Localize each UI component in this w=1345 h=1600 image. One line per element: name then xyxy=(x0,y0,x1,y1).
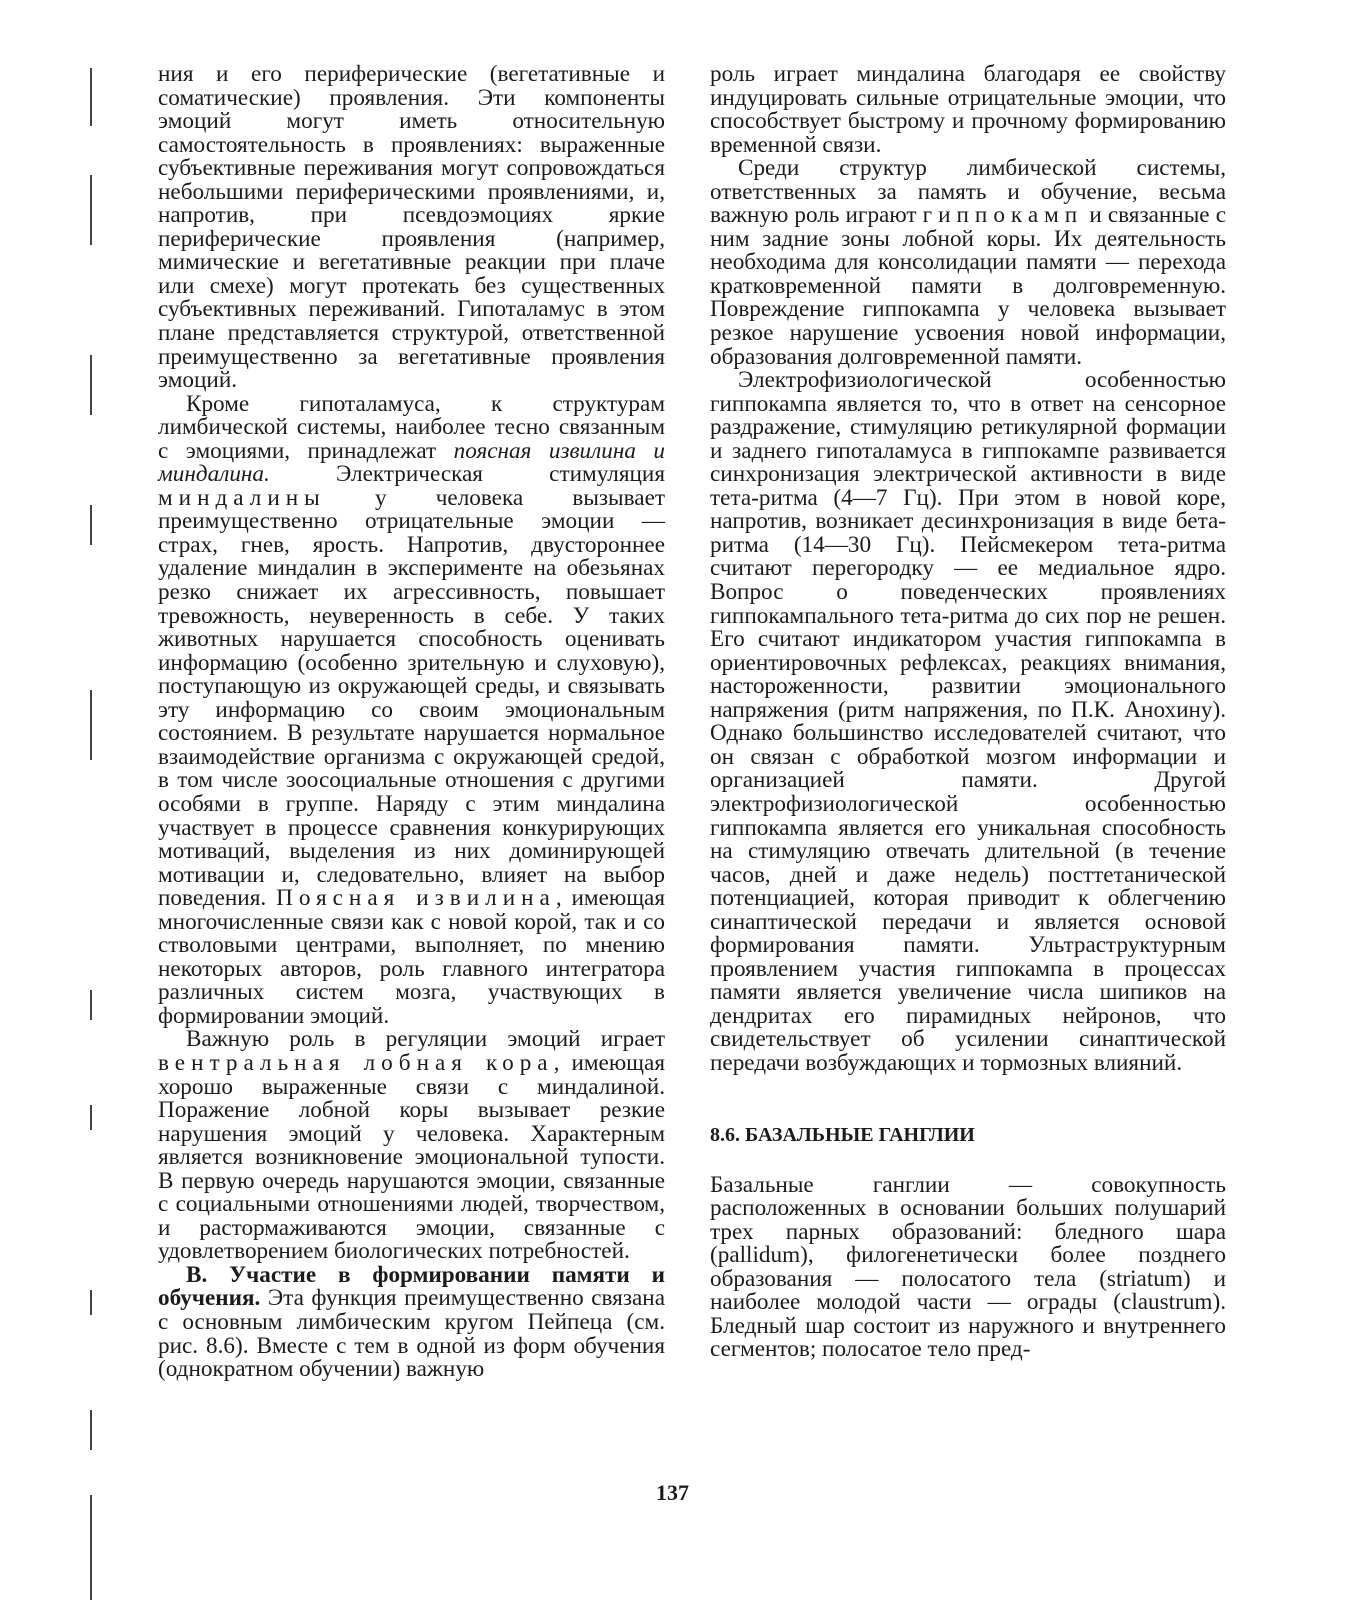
text-run: , имеющая многочисленные связи как с новой корой, так и со стволовыми центрами, выполняет, по мнению некоторых авторов, роль главного интегратора различных систем мозга, участвующих в формировании эмоций. xyxy=(158,885,666,1029)
right-column xyxy=(710,63,1226,1362)
scan-mark xyxy=(90,355,92,415)
scan-mark xyxy=(90,1105,92,1130)
scan-mark xyxy=(90,990,92,1020)
text-run: у человека вызывает преимущественно отрицательные эмоции — страх, гнев, ярость. Напротив, двустороннее удаление миндалин в эксперименте на обезьянах резко снижает их агрессивность, повышает тревожность, неуверенность в себе. У таких животных нарушается способность оценивать информацию (особенно зрительную и слуховую), поступающую из окружающей среды, и связывать эту информацию со своим эмоциональным состоянием. В результате нарушается нормальное взаимодействие организма с окружающей средой, в том числе зоосоциальные отношения с другими особями в группе. Наряду с этим миндалина участвует в процессе сравнения конкурирующих мотиваций, выделения из них доминирующей мотивации и, следовательно, влияет на выбор поведения. xyxy=(158,484,665,912)
scan-mark xyxy=(90,1410,92,1450)
text-run: Среди структур лимбической системы, ответственных за память и обучение, весьма важную роль играют xyxy=(710,155,1226,229)
paragraph: Электрофизиологической особенностью гиппокампа является то, что в ответ на сенсорное раздражение, стимуляцию ретикулярной формации и заднего гипоталамуса в гиппокампе развивается синхронизация электрической активности в виде тета-ритма (4—7 Гц). При этом в новой коре, напротив, возникает десинхронизация в виде бета-ритма (14—30 Гц). Пейсмекером тета-ритма считают перегородку — ее медиальное ядро. Вопрос о поведенческих проявлениях гиппокампального тета-ритма до сих пор не решен. Его считают индикатором участия гиппокампа в ориентировочных рефлексах, реакциях внимания, настороженности, развитии эмоционального напряжения (ритм напряжения, по П.К. Анохину). Однако большинство исследователей считают, что он связан с обработкой мозгом информации и организацией памяти. Другой электрофизиологической особенностью гиппокампа является его уникальная способность на стимуляцию отвечать длительной (в течение часов, дней и даже недель) посттетанической потенциацией, которая приводит к облегчению синаптической передачи и является основой формирования памяти. Ультраструктурным проявлением участия гиппокампа в процессах памяти является увеличение числа шипиков на дендритах его пирамидных нейронов, что свидетельствует об усилении синаптической передачи возбуждающих и тормозных влияний. xyxy=(710,367,1226,1076)
left-column xyxy=(158,63,665,1382)
spaced-term: вентральная лобная кора xyxy=(158,1049,554,1076)
paragraph xyxy=(158,390,666,1029)
scan-mark xyxy=(90,175,92,245)
italic-term: поясная извилина и миндалина. xyxy=(158,437,665,488)
paragraph xyxy=(158,1028,665,1263)
spaced-term: гиппокамп xyxy=(922,202,1084,229)
text-run: Эта функция преимущественно связана с основным лимбическим кругом Пейпеца (см. рис. 8.6). Вместе с тем в одной из форм обучения (однократном обучении) важную xyxy=(158,1285,665,1383)
paragraph: роль играет миндалина благодаря ее свойству индуцировать сильные отрицательные эмоции, что способствует быстрому и прочному формированию временной связи. xyxy=(710,61,1226,158)
paragraph: Базальные ганглии — совокупность расположенных в основании больших полушарий трех парных образований: бледного шара (pallidum), филогенетически более позднего образования — полосатого тела (striatum) и наиболее молодой части — ограды (claustrum). Бледный шар состоит из наружного и внутреннего сегментов; полосатое тело пред- xyxy=(710,1171,1226,1363)
text-run: Электрическая стимуляция xyxy=(269,461,665,488)
spaced-term: миндалины xyxy=(158,484,326,511)
scan-mark xyxy=(90,505,92,545)
subsection-heading: В. Участие в формировании памяти и обучения. xyxy=(158,1261,665,1312)
text-run: Кроме гипоталамуса, к структурам лимбической системы, наиболее тесно связанным с эмоциями, принадлежат xyxy=(158,390,665,464)
paragraph: ния и его периферические (вегетативные и соматические) проявления. Эти компоненты эмоций могут иметь относительную самостоятельность в проявлениях: выраженные субъективные переживания могут сопровождаться небольшими периферическими проявлениями, и, напротив, при псевдоэмоциях яркие периферические проявления (например, мимические и вегетативные реакции при плаче или смехе) могут протекать без существенных субъективных переживаний. Гипоталамус в этом плане представляется структурой, ответственной преимущественно за вегетативные проявления эмоций. xyxy=(158,61,665,394)
text-run: , имеющая хорошо выраженные связи с миндалиной. Поражение лобной коры вызывает резкие нарушения эмоций у человека. Характерным является возникновение эмоциональной тупости. В первую очередь нарушаются эмоции, связанные с социальными отношениями людей, творчеством, и растормаживаются эмоции, связанные с удовлетворением биологических потребностей. xyxy=(158,1049,665,1265)
text-run: и связанные с ним задние зоны лобной коры. Их деятельность необходима для консолидации памяти — перехода кратковременной памяти в долговременную. Повреждение гиппокампа у человека вызывает резкое нарушение усвоения новой информации, образования долговременной памяти. xyxy=(710,202,1226,370)
page-number: 137 xyxy=(656,1480,689,1505)
scan-mark xyxy=(90,68,92,126)
text-run: Важную роль в регуляции эмоций играет xyxy=(186,1026,665,1053)
paragraph xyxy=(158,1261,665,1383)
scan-mark xyxy=(90,1495,92,1600)
spaced-term: Поясная извилина xyxy=(276,885,556,912)
section-heading: 8.6. БАЗАЛЬНЫЕ ГАНГЛИИ xyxy=(710,1123,975,1146)
paragraph xyxy=(710,157,1226,369)
scan-mark xyxy=(90,690,92,760)
scan-mark xyxy=(90,1290,92,1315)
